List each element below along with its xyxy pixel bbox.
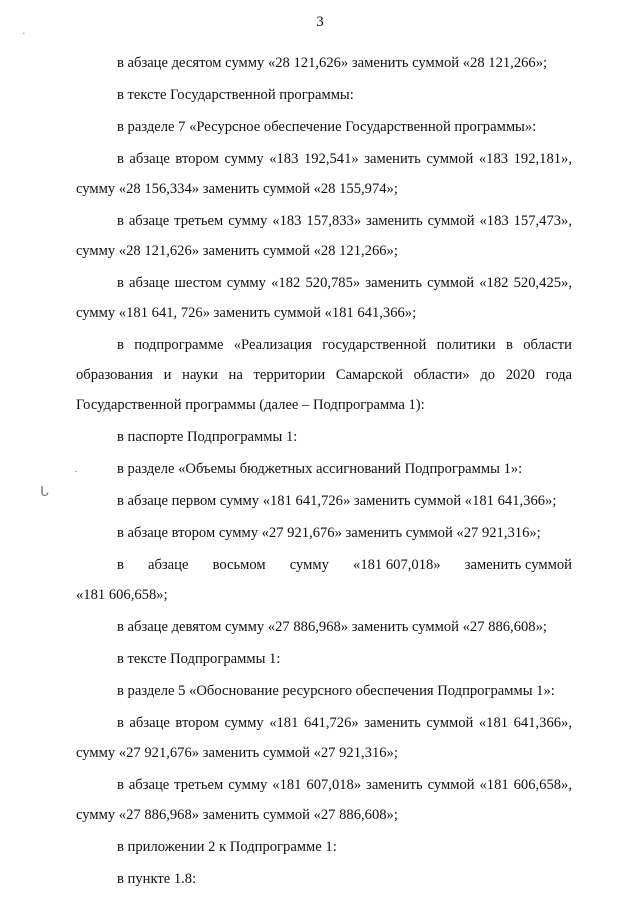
paragraph-line: в тексте Подпрограммы 1: — [117, 651, 281, 667]
paragraph-line: сумму «28 121,626» заменить суммой «28 121,266»; — [76, 243, 398, 259]
paragraph-line: сумму «27 886,968» заменить суммой «27 886,608»; — [76, 807, 398, 823]
paragraph-line: в абзаце втором сумму «181 641,726» заменить суммой «181 641,366», — [117, 715, 572, 731]
paragraph-line: в абзаце втором сумму «27 921,676» заменить суммой «27 921,316»; — [117, 525, 541, 541]
paragraph-line: в абзаце шестом сумму «182 520,785» заменить суммой «182 520,425», — [117, 275, 572, 291]
word: восьмом — [212, 557, 266, 573]
margin-scribble-mark: ᒐ — [40, 485, 49, 500]
paragraph-line: в пункте 1.8: — [117, 871, 197, 887]
paragraph-line: в тексте Государственной программы: — [117, 87, 354, 103]
paragraph-line: в абзаце девятом сумму «27 886,968» заменить суммой «27 886,608»; — [117, 619, 547, 635]
scan-speck: · — [22, 28, 26, 40]
paragraph-line: в абзаце десятом сумму «28 121,626» заменить суммой «28 121,266»; — [117, 55, 548, 71]
paragraph-line-spaced — [117, 556, 572, 574]
page-number: 3 — [316, 14, 324, 30]
paragraph-line: в разделе «Объемы бюджетных ассигнований Подпрограммы 1»: — [117, 461, 523, 477]
paragraph-line: сумму «181 641, 726» заменить суммой «181 641,366»; — [76, 305, 417, 321]
paragraph-line: в приложении 2 к Подпрограмме 1: — [117, 839, 337, 855]
paragraph-line: «181 606,658»; — [76, 587, 168, 603]
paragraph-line: в абзаце третьем сумму «183 157,833» заменить суммой «183 157,473», — [117, 213, 572, 229]
word: абзаце — [148, 557, 189, 573]
paragraph-line: сумму «28 156,334» заменить суммой «28 155,974»; — [76, 181, 398, 197]
word: в — [117, 557, 124, 573]
paragraph-line: Государственной программы (далее – Подпрограмма 1): — [76, 397, 425, 413]
paragraph-line: сумму «27 921,676» заменить суммой «27 921,316»; — [76, 745, 398, 761]
paragraph-line: в разделе 5 «Обоснование ресурсного обеспечения Подпрограммы 1»: — [117, 683, 555, 699]
paragraph-line: образования и науки на территории Самарской области» до 2020 года — [76, 367, 572, 383]
paragraph-line: в подпрограмме «Реализация государственной политики в области — [117, 337, 572, 353]
word: заменить суммой — [464, 557, 572, 573]
word: сумму — [289, 557, 329, 573]
scan-speck: · — [74, 466, 78, 478]
word: «181 607,018» — [353, 557, 441, 573]
paragraph-line: в паспорте Подпрограммы 1: — [117, 429, 298, 445]
paragraph-line: в абзаце первом сумму «181 641,726» заменить суммой «181 641,366»; — [117, 493, 557, 509]
paragraph-line: в абзаце втором сумму «183 192,541» заменить суммой «183 192,181», — [117, 151, 572, 167]
paragraph-line: в абзаце третьем сумму «181 607,018» заменить суммой «181 606,658», — [117, 777, 572, 793]
paragraph-line: в разделе 7 «Ресурсное обеспечение Государственной программы»: — [117, 119, 537, 135]
